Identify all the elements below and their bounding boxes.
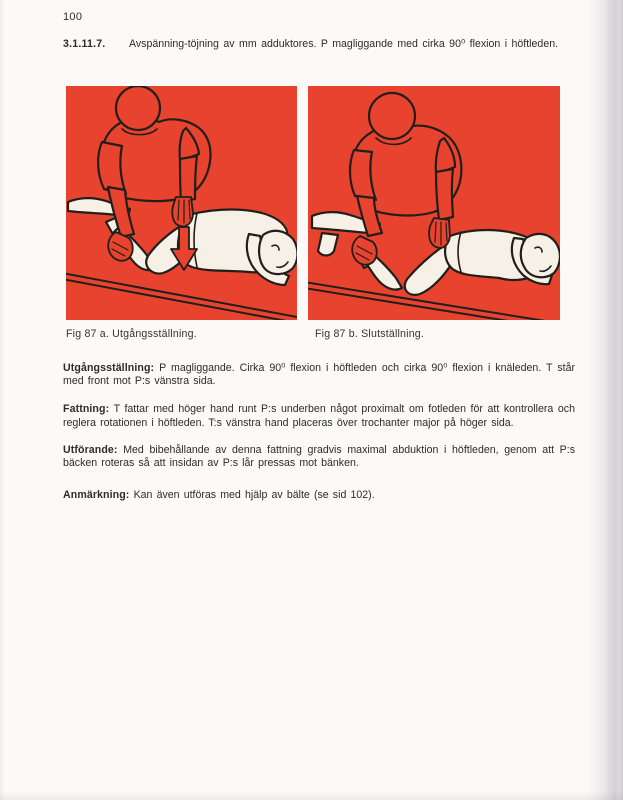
paragraph-text: P magliggande. Cirka 90⁰ flexion i höftleden och cirka 90⁰ flexion i knäleden. T står med front mot P:s vänstra sida.: [63, 362, 575, 388]
therapist-head: [369, 93, 415, 139]
paragraph-label: Utgångsställning:: [63, 362, 155, 374]
paragraph-fattning: [63, 403, 575, 429]
paragraph-anmarkning: [63, 489, 575, 502]
paragraph-text: Kan även utföras med hjälp av bälte (se sid 102).: [129, 489, 375, 502]
figure-a-caption: Fig 87 a. Utgångsställning.: [66, 328, 197, 340]
paragraph-label: Anmärkning:: [63, 489, 130, 502]
figure-b-caption: Fig 87 b. Slutställning.: [315, 328, 425, 340]
page-left-edge: [0, 0, 5, 800]
section-number: 3.1.11.7.: [63, 38, 106, 50]
page-number: 100: [63, 11, 83, 23]
figure-a: [66, 86, 297, 340]
figure-row: [66, 86, 560, 340]
page-bottom-shadow: [0, 791, 623, 800]
figure-b-illustration: [308, 86, 560, 320]
paragraph-text: T fattar med höger hand runt P:s underben något proximalt om fotleden för att kontrollera och reglera rotationen i höftleden. T:s vänstra hand placeras över trochanter major på höger sida.: [63, 403, 575, 429]
paragraph-text: Med bibehållande av denna fattning gradvis maximal abduktion i höftleden, genom att P:s bäcken roteras så att insidan av P:s lår pressas mot bänken.: [63, 443, 575, 470]
figure-a-illustration: [66, 86, 297, 320]
body-copy: [63, 362, 575, 516]
page-edge-shadow: [587, 0, 623, 800]
paragraph-label: Fattning:: [63, 403, 110, 416]
section-title: Avspänning-töjning av mm adduktores. P magliggande med cirka 90⁰ flexion i höftleden.: [129, 38, 559, 50]
section-heading: [63, 38, 559, 52]
paragraph-label: Utförande:: [63, 443, 118, 456]
therapist-head: [116, 86, 160, 130]
figure-b: [308, 86, 560, 340]
paragraph-utforande: [63, 444, 575, 470]
paragraph-utgangsstallning: [63, 362, 575, 388]
